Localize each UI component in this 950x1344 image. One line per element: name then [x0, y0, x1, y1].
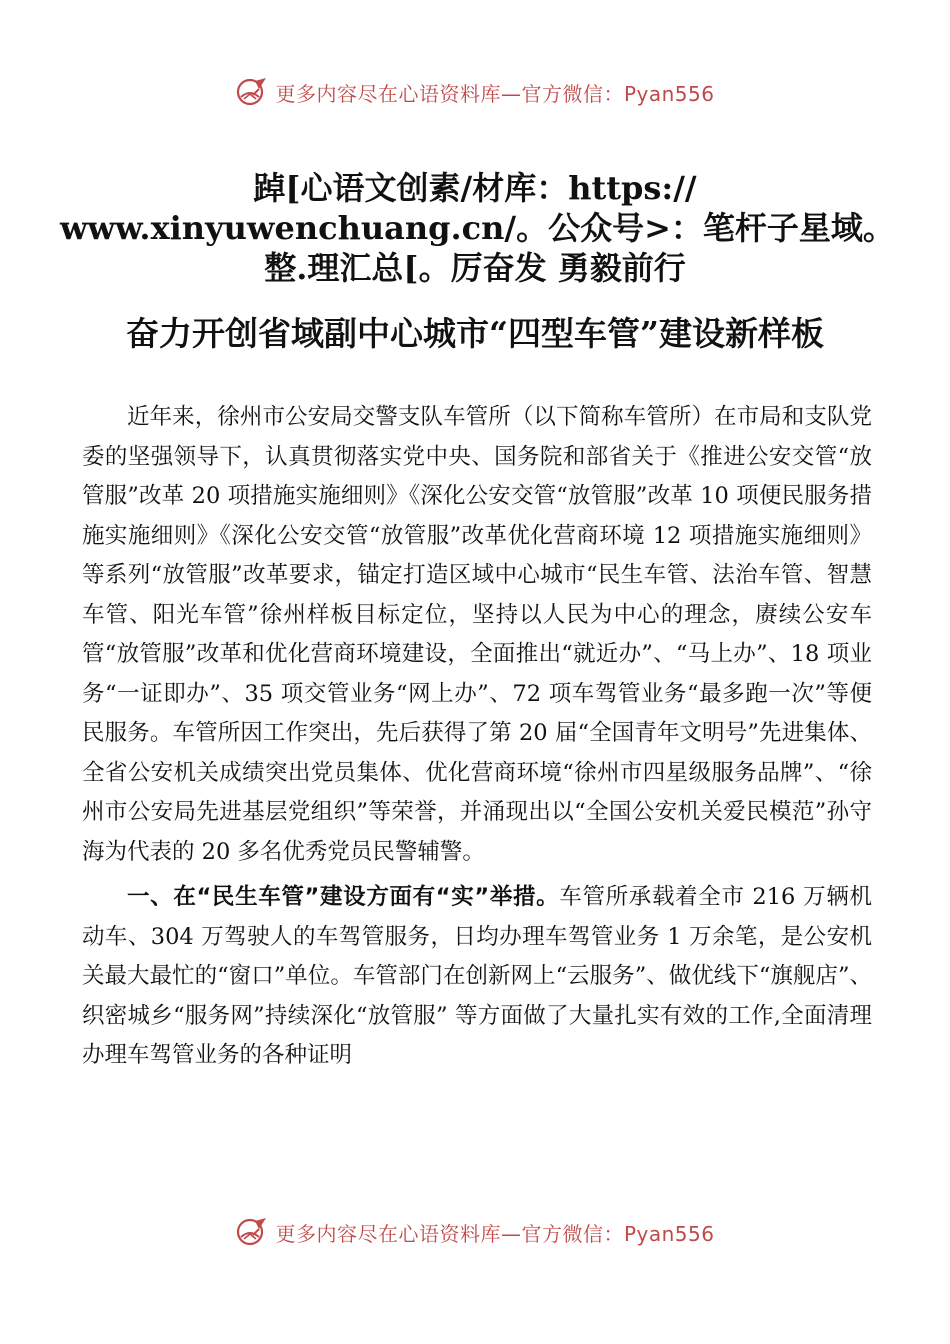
- document-subtitle: 奋力开创省域副中心城市“四型车管”建设新样板: [126, 314, 824, 353]
- section-heading-1: 一、在“民生车管”建设方面有“实”举措。: [127, 884, 560, 910]
- body-paragraph-1: 近年来，徐州市公安局交警支队车管所（以下简称车管所）在市局和支队党委的坚强领导下，认真贯彻落实党中央、国务院和部省关于《推进公安交管“放管服”改革 20 项措施实施细则》《深化公安交管“放管服”改革 10 项便民服务措施实施细则》《深化公安交管“放管服”改革优化营商环境 12 项措施实施细则》等系列“放管服”改革要求，锚定打造区域中心城市“民生车管、法治车管、智慧车管、阳光车管”徐州样板目标定位，坚持以人民为中心的理念，赓续公安车管“放管服”改革和优化营商环境建设，全面推出“就近办”、“马上办”、18 项业务“一证即办”、35 项交管业务“网上办”、72 项车驾管业务“最多跑一次”等便民服务。车管所因工作突出，先后获得了第 20 届“全国青年文明号”先进集体、全省公安机关成绩突出党员集体、优化营商环境“徐州市四星级服务品牌”、“徐州市公安局先进基层党组织”等荣誉，并涌现出以“全国公安机关爱民模范”孙守海为代表的 20 多名优秀党员民警辅警。: [82, 404, 872, 865]
- footer-banner-text: 更多内容尽在心语资料库—官方微信：Pyan556: [275, 1221, 715, 1246]
- document-title: [60, 168, 895, 288]
- title-line-1: 踔[心语文创素/材库：https://: [253, 169, 697, 207]
- body-paragraph-2: [82, 878, 872, 1076]
- title-line-3: 整.理汇总[。厉奋发 勇毅前行: [264, 249, 686, 287]
- header-banner: [0, 72, 950, 112]
- header-banner-text: 更多内容尽在心语资料库—官方微信：Pyan556: [275, 81, 715, 106]
- footer-banner: [0, 1212, 950, 1252]
- pen-book-logo-icon: [235, 75, 269, 109]
- pen-book-logo-icon: [235, 1215, 269, 1249]
- document-body: [82, 398, 872, 1076]
- body-paragraph-2-text: 车管所承载着全市 216 万辆机动车、304 万驾驶人的车驾管服务，日均办理车驾管业务 1 万余笔，是公安机关最大最忙的“窗口”单位。车管部门在创新网上“云服务”、做优线下“旗舰店”、织密城乡“服务网”持续深化“放管服” 等方面做了大量扎实有效的工作,全面清理办理车驾管业务的各种证明: [82, 884, 872, 1068]
- title-line-2: www.xinyuwenchuang.cn/。公众号>：笔杆子星域。: [60, 209, 895, 247]
